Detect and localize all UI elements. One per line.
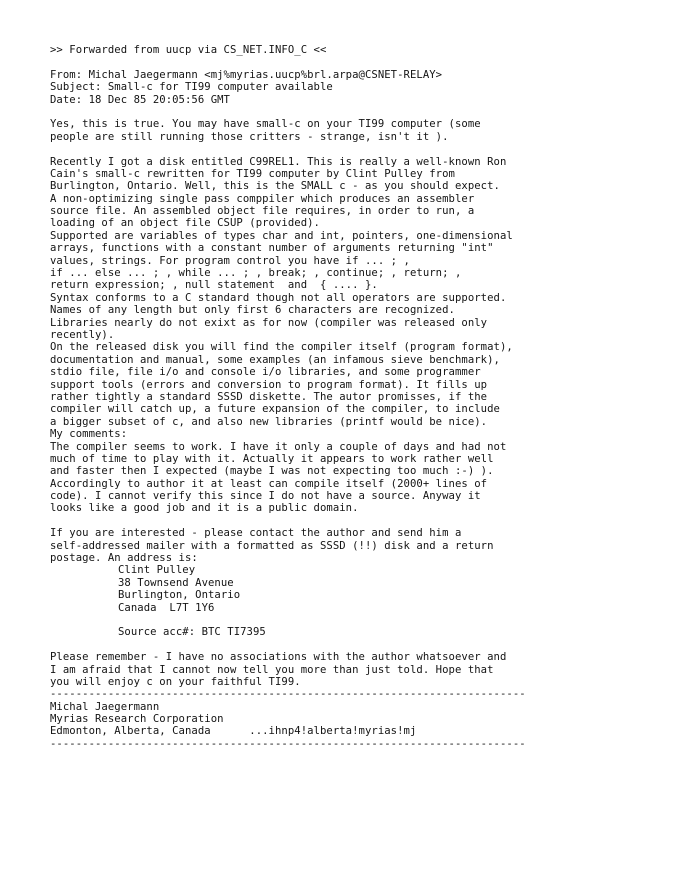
body-line: Libraries nearly do not exixt as for now (compiler was released only (50, 316, 488, 329)
signature-divider: -------------------------------------------------------------------------- (50, 688, 526, 701)
contact-line: If you are interested - please contact the author and send him a (50, 527, 462, 540)
spacer (50, 56, 650, 68)
source-account: Source acc#: BTC TI7395 (118, 626, 266, 639)
body-line: My comments: (50, 428, 128, 441)
body-line: source file. An assembled object file requires, in order to run, a (50, 205, 475, 218)
body-line: loading of an object file CSUP (provided). (50, 217, 320, 230)
closing-line: Please remember - I have no associations with the author whatsoever and (50, 651, 507, 664)
signature-location: Edmonton, Alberta, Canada ...ihnp4!alberta!myrias!mj (50, 725, 417, 738)
body-line: Supported are variables of types char and int, pointers, one-dimensional (50, 229, 513, 242)
intro-line: people are still running those critters - strange, isn't it ). (50, 130, 449, 143)
body-line: code). I cannot verify this since I do not have a source. Anyway it (50, 490, 481, 503)
body-line: arrays, functions with a constant number of arguments returning "int" (50, 242, 494, 255)
body-line: Cain's small-c rewritten for TI99 computer by Clint Pulley from (50, 167, 455, 180)
body-line: The compiler seems to work. I have it only a couple of days and had not (50, 440, 507, 453)
body-line: support tools (errors and conversion to program format). It fills up (50, 378, 488, 391)
date-line: Date: 18 Dec 85 20:05:56 GMT (50, 93, 230, 106)
body-line: if ... else ... ; , while ... ; , break; , continue; , return; , (50, 267, 462, 280)
contact-line: postage. An address is: (50, 552, 198, 565)
address-line: Clint Pulley (118, 564, 196, 577)
body-line: looks like a good job and it is a public domain. (50, 502, 359, 515)
body-line: and faster then I expected (maybe I was not expecting too much :-) ). (50, 465, 494, 478)
body-line: On the released disk you will find the compiler itself (program format), (50, 341, 513, 354)
body-line: a bigger subset of c, and also new libraries (printf would be nice). (50, 415, 488, 428)
signature-company: Myrias Research Corporation (50, 713, 224, 726)
body-line: documentation and manual, some examples (an infamous sieve benchmark), (50, 353, 500, 366)
closing-line: you will enjoy c on your faithful TI99. (50, 675, 301, 688)
body-line: return expression; , null statement and { .... }. (50, 279, 378, 292)
body-line: A non-optimizing single pass comppiler which produces an assembler (50, 192, 475, 205)
contact-line: self-addressed mailer with a formatted as SSSD (!!) disk and a return (50, 539, 494, 552)
forwarded-message (50, 44, 650, 750)
spacer (50, 143, 650, 155)
body-line: Recently I got a disk entitled C99REL1. This is really a well-known Ron (50, 155, 507, 168)
intro-line: Yes, this is true. You may have small-c on your TI99 computer (some (50, 118, 481, 131)
from-line: From: Michal Jaegermann <mj%myrias.uucp%brl.arpa@CSNET-RELAY> (50, 68, 443, 81)
spacer (50, 515, 650, 527)
body-line: compiler will catch up, a future expansion of the compiler, to include (50, 403, 500, 416)
body-line: rather tightly a standard SSSD diskette. The autor promisses, if the (50, 390, 488, 403)
body-line: values, strings. For program control you have if ... ; , (50, 254, 410, 267)
body-line: much of time to play with it. Actually it appears to work rather well (50, 452, 494, 465)
body-line: recently). (50, 328, 115, 341)
address-line: Burlington, Ontario (118, 589, 241, 602)
body-line: Syntax conforms to a C standard though not all operators are supported. (50, 291, 507, 304)
body-line: Burlington, Ontario. Well, this is the SMALL c - as you should expect. (50, 180, 500, 193)
spacer (50, 106, 650, 118)
body-line: stdio file, file i/o and console i/o libraries, and some programmer (50, 366, 481, 379)
body-line: Names of any length but only first 6 characters are recognized. (50, 304, 455, 317)
closing-line: I am afraid that I cannot now tell you more than just told. Hope that (50, 663, 494, 676)
forwarded-banner: >> Forwarded from uucp via CS_NET.INFO_C << (50, 44, 327, 56)
subject-line: Subject: Small-c for TI99 computer available (50, 81, 333, 94)
signature-divider: -------------------------------------------------------------------------- (50, 737, 526, 750)
spacer (50, 614, 650, 626)
body-line: Accordingly to author it at least can compile itself (2000+ lines of (50, 477, 488, 490)
address-line: 38 Townsend Avenue (118, 576, 234, 589)
signature-name: Michal Jaegermann (50, 700, 160, 713)
address-line: Canada L7T 1Y6 (118, 601, 215, 614)
spacer (50, 639, 650, 651)
